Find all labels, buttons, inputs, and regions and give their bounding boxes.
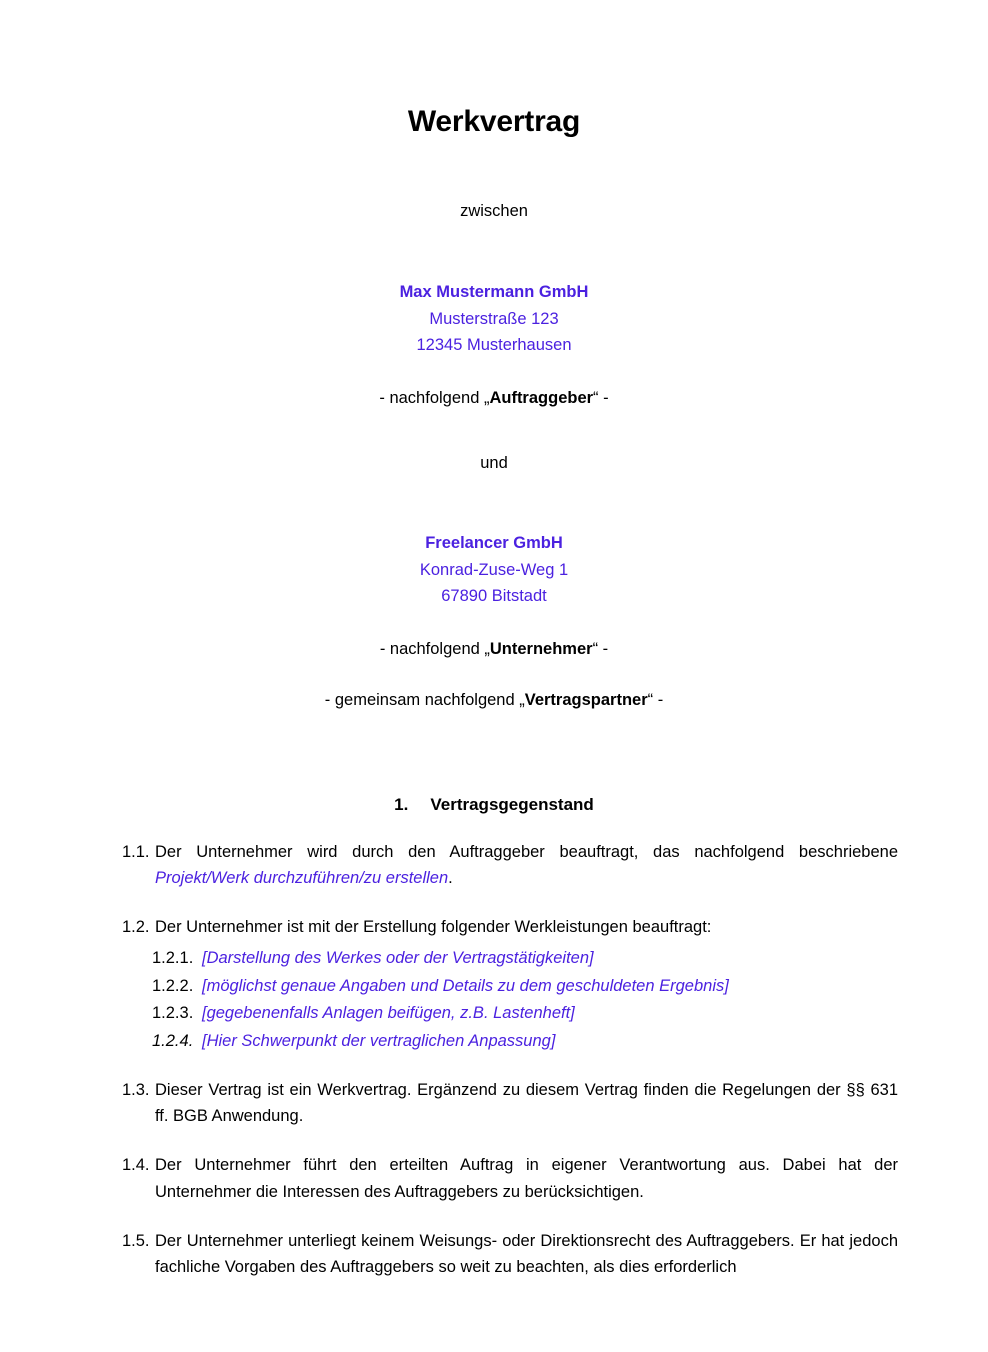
list-item	[152, 973, 898, 1000]
sub-item-text: [Darstellung des Werkes oder der Vertragstätigkeiten]	[202, 948, 594, 967]
list-item	[152, 1028, 898, 1055]
sub-item-number: 1.2.1.	[152, 948, 194, 967]
clause-text: Der Unternehmer ist mit der Erstellung folgender Werkleistungen beauftragt:	[155, 918, 712, 937]
clause-1-3	[122, 1055, 898, 1130]
clause-text: Der Unternehmer führt den erteilten Auftrag in eigener Verantwortung aus. Dabei hat der Unternehmer die Interessen des Auftraggebers zu berücksichtigen.	[155, 1156, 898, 1201]
role-suffix: “ -	[593, 389, 609, 408]
clause-text: Der Unternehmer wird durch den Auftraggeber beauftragt, das nachfolgend beschriebene	[155, 842, 898, 861]
role-prefix: - nachfolgend „	[379, 389, 490, 408]
role-line-vertragspartner	[0, 662, 988, 713]
joint-role-prefix: - gemeinsam nachfolgend „	[324, 691, 525, 709]
role-line-auftraggeber	[0, 359, 988, 411]
clause-1-5	[122, 1206, 898, 1281]
clause-number: 1.4.	[122, 1156, 150, 1175]
sub-item-text: [möglichst genaue Angaben und Details zu dem geschuldeten Ergebnis]	[202, 976, 729, 995]
role-line-unternehmer	[0, 610, 988, 662]
document-title: Werkvertrag	[407, 105, 581, 138]
party-city: 67890 Bitstadt	[441, 587, 547, 606]
sub-item-number: 1.2.2.	[152, 976, 194, 995]
joint-role-suffix: “ -	[647, 691, 664, 709]
clause-1-2-sublist	[152, 945, 898, 1055]
clause-text: Dieser Vertrag ist ein Werkvertrag. Ergänzend zu diesem Vertrag finden die Regelungen der §§ 631 ff. BGB Anwendung.	[155, 1080, 898, 1126]
role-name: Unternehmer	[489, 640, 593, 659]
party-city: 12345 Musterhausen	[416, 336, 572, 355]
sub-item-text: [Hier Schwerpunkt der vertraglichen Anpassung]	[202, 1032, 556, 1051]
sublist-wrapper	[0, 941, 988, 1055]
sub-item-text: [gegebenenfalls Anlagen beifügen, z.B. Lastenheft]	[202, 1004, 575, 1023]
section-heading-vertragsgegenstand	[0, 713, 988, 817]
clause-placeholder-text: Projekt/Werk durchzuführen/zu erstellen	[155, 869, 449, 888]
list-item	[152, 945, 898, 972]
section-title: Vertragsgegenstand	[430, 794, 594, 814]
list-item	[152, 1000, 898, 1027]
clause-number: 1.3.	[122, 1080, 150, 1099]
clause-text-tail: .	[448, 869, 453, 888]
joint-role-name: Vertragspartner	[524, 691, 648, 709]
role-prefix: - nachfolgend „	[379, 640, 490, 659]
between-label: zwischen	[460, 202, 528, 220]
party-name: Max Mustermann GmbH	[399, 282, 589, 301]
party-street: Konrad-Zuse-Weg 1	[419, 560, 569, 579]
party-block-unternehmer	[0, 476, 988, 610]
role-suffix: “ -	[592, 640, 609, 659]
and-label: und	[480, 454, 508, 472]
sub-item-number: 1.2.3.	[152, 1004, 194, 1023]
clause-1-1	[122, 817, 898, 892]
role-name: Auftraggeber	[489, 389, 594, 408]
clause-number: 1.1.	[122, 842, 150, 861]
clause-1-2	[122, 892, 898, 941]
sub-item-number: 1.2.4.	[152, 1032, 194, 1051]
party-street: Musterstraße 123	[429, 309, 559, 328]
clause-1-4	[122, 1130, 898, 1205]
clause-number: 1.2.	[122, 918, 150, 937]
party-block-auftraggeber	[0, 224, 988, 359]
clause-text: Der Unternehmer unterliegt keinem Weisungs- oder Direktionsrecht des Auftraggebers. Er hat jedoch fachliche Vorgaben des Auftraggebers so weit zu beachten, als dies erforderlich	[155, 1231, 898, 1277]
clause-number: 1.5.	[122, 1231, 150, 1250]
party-name: Freelancer GmbH	[425, 533, 563, 552]
section-number: 1.	[394, 794, 409, 814]
